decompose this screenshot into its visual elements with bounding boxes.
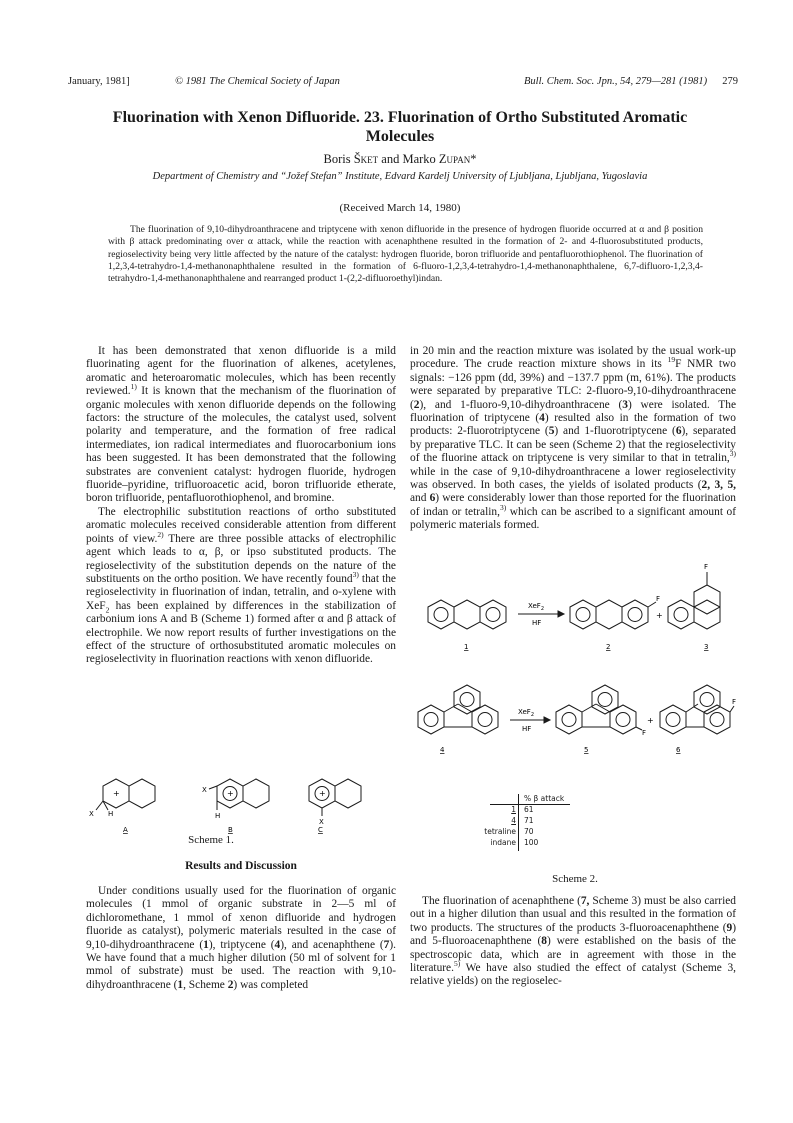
c6-ring-left-circle [666,713,680,727]
compound-label-1: 1 [464,643,469,651]
reagent-sub: 2 [530,712,535,718]
bond-b-x [209,786,217,789]
ref-superscript: 2) [157,529,164,539]
scheme-2-structures [410,552,736,792]
ref-superscript: 3) [729,449,736,459]
text-run: ) were isolated. The fluorination of triptycene ( [410,398,737,425]
table-row [440,805,600,816]
c3-ring-left-circle [674,608,688,622]
scheme-1-caption: Scheme 1. [188,834,234,846]
a-plus: + [113,789,120,798]
reagent-xef: XeF [518,708,531,716]
acenaphthene-paragraph [410,895,736,989]
text-run: The fluorination of acenaphthene ( [422,895,581,907]
c1-ring-right [480,600,506,629]
compound-ref: 1 [177,978,184,991]
intro-paragraph-2 [86,506,396,667]
intro-paragraph-1 [86,345,396,506]
compound-ref: 7, [580,895,590,907]
left-column-results [86,885,396,992]
b-x-label: X [202,786,207,794]
text-run: and [410,492,430,505]
table-row-name: 4 [511,816,516,825]
c5-ring-left-circle [562,713,576,727]
compound-ref: 6 [429,492,436,505]
running-header [68,76,738,92]
author-1-first: Boris [323,152,351,166]
b-h-label: H [215,812,221,820]
author-and: and [381,152,400,166]
text-run: ) were considerably lower than those reported for the fluorination of indan or tetralin, [410,492,737,518]
plus-row-1: + [656,611,663,620]
c2-ring-mid [596,600,622,629]
table-header-row [440,794,600,805]
reagent-hf-2: HF [522,725,532,733]
f-label-6: F [732,698,737,706]
c5-ring-top-circle [598,693,612,707]
table-header: % β attack [524,794,565,803]
compound-label-3: 3 [704,643,709,651]
text-run: ), and acenaphthene ( [280,938,384,951]
compound-ref: 9 [726,921,733,934]
header-copyright: © 1981 The Chemical Society of Japan [175,76,340,87]
c4-ring-right-circle [478,713,492,727]
table-row-value: 100 [524,838,539,847]
table-row-name: indane [490,838,516,847]
table-row-name: 1 [511,805,516,814]
reagent-xef2-2 [518,708,534,718]
c4-ring-left-circle [424,713,438,727]
table-row [440,838,600,849]
compound-ref: 2 [227,978,234,991]
author-2-last: Zupan* [438,152,477,166]
compound-label-2: 2 [606,643,611,651]
header-page-number: 279 [722,76,738,87]
ref-superscript: 3) [352,570,359,580]
c1-ring-right-circle [486,608,500,622]
structure-b-ring-2 [243,779,269,808]
text-run: It is known that the mechanism of the fluorination of organic molecules with xenon difluoride depends on the following factors: the structure of the molecules, the catalyst used, solvent polarity and temperature, and the formation of free radical intermediates, ion radical intermediates and fluorocarbonium ions has been suggested. It has been demonstrated that the following substrates are convenient catalyst: hydrogen fluoride, hydrogen fluoride–pyridine, trifluoroacetic acid, boron trifluoride etherate, boron trifluoride, pentafluorothiophenol, and bromine. [86,385,396,505]
compound-label-5: 5 [584,746,589,754]
table-row-name: tetraline [484,827,516,836]
header-date: January, 1981] [68,76,130,87]
c6-ring-top [694,685,720,714]
c2-f-bond [648,602,656,607]
f-label-3: F [704,563,709,571]
text-run: Under conditions usually used for the fluorination of organic molecules (1 mmol of organic substrate in 2—5 ml of dichloromethane, 1 mmol of xenon difluoride and hydrogen fluoride as catalyst), polymeric materials resulted in the case of 9,10-dihydroanthracene ( [86,885,396,951]
right-column-results [410,345,736,533]
text-run: ) resulted also in the formation of two products: 2-fluorotriptycene ( [410,412,736,438]
c2-ring-right-circle [628,608,642,622]
ref-superscript: 3) [499,503,507,513]
subscript: 2 [105,605,110,614]
text-run: ), separated by preparative TLC. It can be seen (Scheme 2) that the regioselectivity of the fluorine attack on triptycene is very similar to that in tetralin, [410,425,736,465]
ref-superscript: 5) [453,959,461,969]
bond-a-x [96,801,103,810]
text-run: in 20 min and the reaction mixture was isolated by the usual work-up procedure. The crude reaction mixture shows in its [410,345,736,371]
author-2-first: Marko [402,152,436,166]
c-plus: + [319,789,326,798]
f-label-5: F [642,729,647,737]
a-h-label: H [108,810,114,818]
author-line [100,152,700,167]
table-row-value: 61 [524,805,534,814]
beta-attack-table [440,794,600,849]
text-run: ), and 1-fluoro-9,10-dihydroanthracene ( [419,398,623,411]
c3-ring-left [668,600,694,629]
text-run: which can be ascribed to a significant amount of polymeric materials formed. [410,505,736,532]
compound-ref: 6 [675,425,682,438]
right-column-acenaphthene [410,895,736,989]
results-paragraph-1 [86,885,396,992]
text-run: There are three possible attacks of electrophilic agent which leads to α, β, or ipso substituted products. The regioselectivity of the substitution depends on the nature of the substituents on the ortho position. We have recently found [86,532,396,585]
section-heading-results: Results and Discussion [185,860,297,872]
c4-ring-right [472,705,498,734]
results-paragraph-continued [410,345,736,533]
c1-ring-mid [454,600,480,629]
text-run: has been explained by differences in the stabilization of carbonium ions A and B (Scheme 1) formed after α and β attack of electrophile. We now report results of further investigations on the effect of the structure of orthosubstituted aromatic molecules on regioselectivity in fluorination reactions with xenon difluoride. [86,599,396,666]
text-run: It has been demonstrated that xenon difluoride is a mild fluorinating agent for the fluorination of alkenes, acetylenes, aromatic and heteroaromatic molecules, which has been recently reviewed. [86,345,396,398]
compound-ref: 2 [413,398,420,411]
reagent-hf-1: HF [532,619,542,627]
left-column-intro [86,345,396,667]
table-row-value: 71 [524,816,534,825]
a-x-label: X [89,810,94,818]
compound-ref: 4 [274,938,281,951]
text-run: The electrophilic substitution reactions of ortho substituted aromatic molecules received considerable attention from different points of view. [86,505,396,545]
text-run: ) and 5-fluoroacenaphthene ( [410,921,736,948]
text-run: ), triptycene ( [208,938,275,951]
compound-label-4: 4 [440,746,445,754]
c6-f-bond [730,706,734,712]
compound-ref: 8 [541,935,547,948]
structure-c-ring-2 [335,779,361,808]
structure-a-ring-2 [129,779,155,808]
label-b: B [228,826,233,834]
c6-ring-top-circle [700,693,714,707]
c1-ring-left-circle [434,608,448,622]
header-journal-citation: Bull. Chem. Soc. Jpn., 54, 279—281 (1981) [524,76,708,87]
affiliation: Department of Chemistry and “Jožef Stefan” Institute, Edvard Kardelj University of Ljubljana, Ljubljana, Yugoslavia [152,171,648,182]
text-run: ) and 1-fluorotriptycene ( [554,425,676,438]
text-run: ) was completed [233,978,309,991]
compound-ref: 7 [383,938,390,951]
plus-row-2: + [647,716,654,725]
compound-ref: 2, 3, 5, [701,479,736,492]
compound-ref: 1 [203,938,209,951]
table-row [440,827,600,838]
label-c: C [318,826,323,834]
author-1-last: Šket [353,152,379,166]
ref-superscript: 1) [130,382,137,392]
text-run: while in the case of 9,10-dihydroanthracene a lower regioselectivity was observed. In both cases, the yields of isolated products ( [410,465,736,492]
c2-ring-left [570,600,596,629]
text-run: F NMR two signals: −126 ppm (dd, 39%) and −137.7 ppm (m, 61%). The products were separated by preparative TLC: 2-fluoro-9,10-dihydroanthracene ( [410,358,736,411]
table-row [440,816,600,827]
c5-ring-right-circle [616,713,630,727]
c1-ring-left [428,600,454,629]
arrowhead-2 [544,717,550,723]
text-run: We have also studied the effect of catalyst (Scheme 3, relative yields) on the regioselec- [410,962,736,988]
label-a: A [123,826,128,834]
c2-ring-right [622,600,648,629]
c6-ring-right [704,705,730,734]
f-label-2: F [656,595,661,603]
compound-ref: 4 [539,412,545,425]
c5-ring-right [610,705,636,734]
c5-ring-left [556,705,582,734]
received-date: (Received March 14, 1980) [339,202,461,214]
paper-title: Fluorination with Xenon Difluoride. 23. Fluorination of Ortho Substituted Aromatic Molecules [112,109,688,145]
isotope-superscript: 19 [667,355,676,365]
text-run: , Scheme [183,978,228,991]
c4-ring-top-circle [460,693,474,707]
abstract: The fluorination of 9,10-dihydroanthracene and triptycene with xenon difluoride in the presence of hydrogen fluoride occurred at α and β position with β attack predominating over α attack, while the reaction with acenaphthene resulted in the formation of 2- and 4-fluorosubstituted products, regioselectivity being very little affected by the nature of the catalyst: hydrogen fluoride, boron trifluoride and pentafluorothiophenol. The fluorination of 1,2,3,4-tetrahydro-1,4-methanonaphthalene resulted in the formation of 6-fluoro-1,2,3,4-tetrahydro-1,4-methanonaphthalene, 6,7-difluoro-1,2,3,4-tetrahydro-1,4-methanonaphthalene and rearranged product 1-(2,2-difluoroethyl)indan. [108,224,703,285]
b-plus: + [227,789,234,798]
compound-label-6: 6 [676,746,681,754]
c6-ring-left [660,705,686,734]
reagent-xef2-1 [528,602,544,612]
c4-ring-left [418,705,444,734]
text-run: ) were established on the basis of the spectroscopic data, which are in agreement with those in the literature. [410,935,736,975]
compound-ref: 5 [548,425,555,438]
reagent-xef: XeF [528,602,541,610]
text-run: ). We have found that a much higher dilution (50 ml of solvent for 1 mmol of substrate) must be used. The reaction with 9,10-dihydroanthracene ( [86,938,397,991]
compound-ref: 3 [622,398,628,411]
arrowhead-1 [558,611,564,617]
c2-ring-left-circle [576,608,590,622]
c6-ring-right-circle [710,713,724,727]
text-run: that the regioselectivity in fluorination of indan, tetralin, and o-xylene with XeF [86,572,396,612]
reagent-sub: 2 [540,606,545,612]
scheme-1-structures [86,776,396,834]
scheme-2-caption: Scheme 2. [552,873,598,885]
c-x-label: X [319,818,324,826]
text-run: Scheme 3) must be also carried out in a higher dilution than usual and this resulted in the formation of two products. The structures of the products 3-fluoroacenaphthene ( [410,895,736,934]
table-row-value: 70 [524,827,534,836]
